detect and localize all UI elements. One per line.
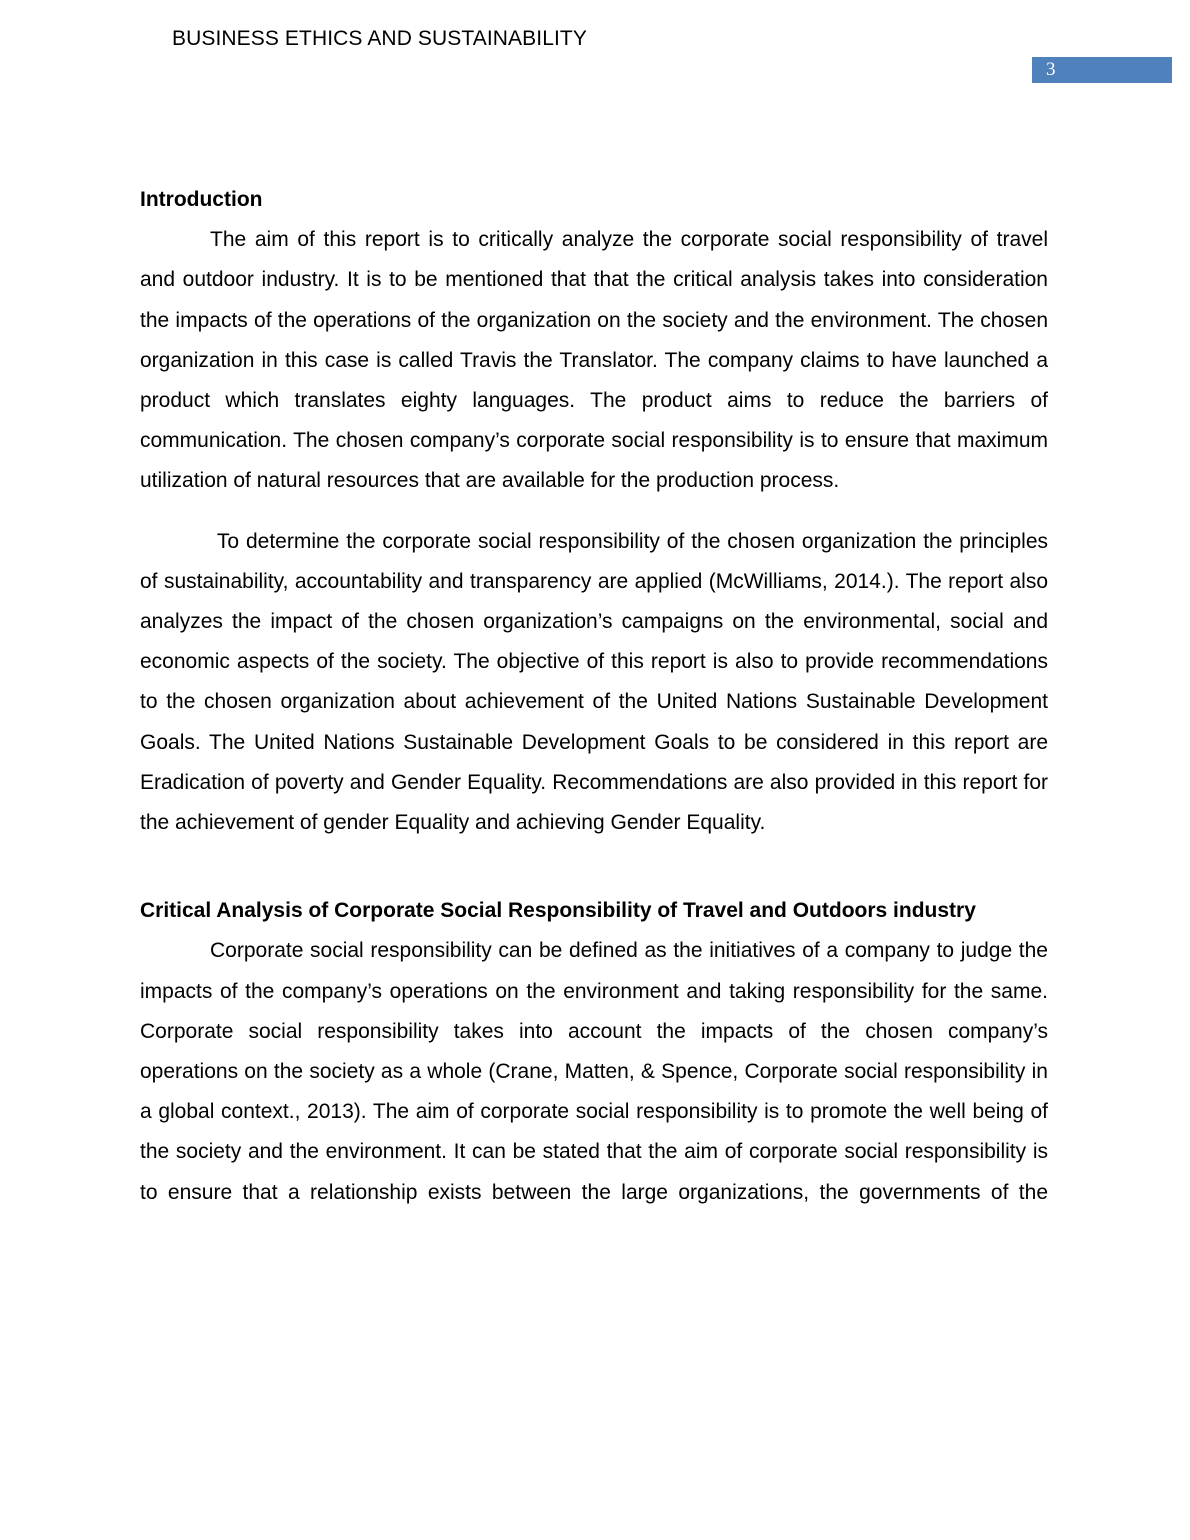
document-body <box>140 180 1054 1213</box>
section-heading-introduction: Introduction <box>140 188 263 211</box>
paragraph-csr-definition: Corporate social responsibility can be defined as the initiatives of a company to judge the impacts of the company’s operations on the environment and taking responsibility for the same. Corporate social responsibility takes into account the impacts of the chosen company’s operations on the society as a whole (Crane, Matten, & Spence, Corporate social responsibility in a global context., 2013). The aim of corporate social responsibility is to promote the well being of the society and the environment. It can be stated that the aim of corporate social responsibility is to ensure that a relationship exists between the large organizations, the governments of the <box>140 939 1048 1204</box>
paragraph-intro-aim: The aim of this report is to critically analyze the corporate social responsibility of travel and outdoor industry. It is to be mentioned that that the critical analysis takes into consideration the impacts of the operations of the organization on the society and the environment. The chosen organization in this case is called Travis the Translator. The company claims to have launched a product which translates eighty languages. The product aims to reduce the barriers of communication. The chosen company’s corporate social responsibility is to ensure that maximum utilization of natural resources that are available for the production process. <box>140 228 1048 493</box>
page-number: 3 <box>1032 57 1172 83</box>
section-heading-critical-analysis: Critical Analysis of Corporate Social Responsibility of Travel and Outdoors industry <box>140 899 976 923</box>
running-head: BUSINESS ETHICS AND SUSTAINABILITY <box>172 27 587 50</box>
paragraph-intro-principles: To determine the corporate social responsibility of the chosen organization the principles of sustainability, accountability and transparency are applied (McWilliams, 2014.). The report also analyzes the impact of the chosen organization’s campaigns on the environmental, social and economic aspects of the society. The objective of this report is also to provide recommendations to the chosen organization about achievement of the United Nations Sustainable Development Goals. The United Nations Sustainable Development Goals to be considered in this report are Eradication of poverty and Gender Equality. Recommendations are also provided in this report for the achievement of gender Equality and achieving Gender Equality. <box>140 529 1054 835</box>
